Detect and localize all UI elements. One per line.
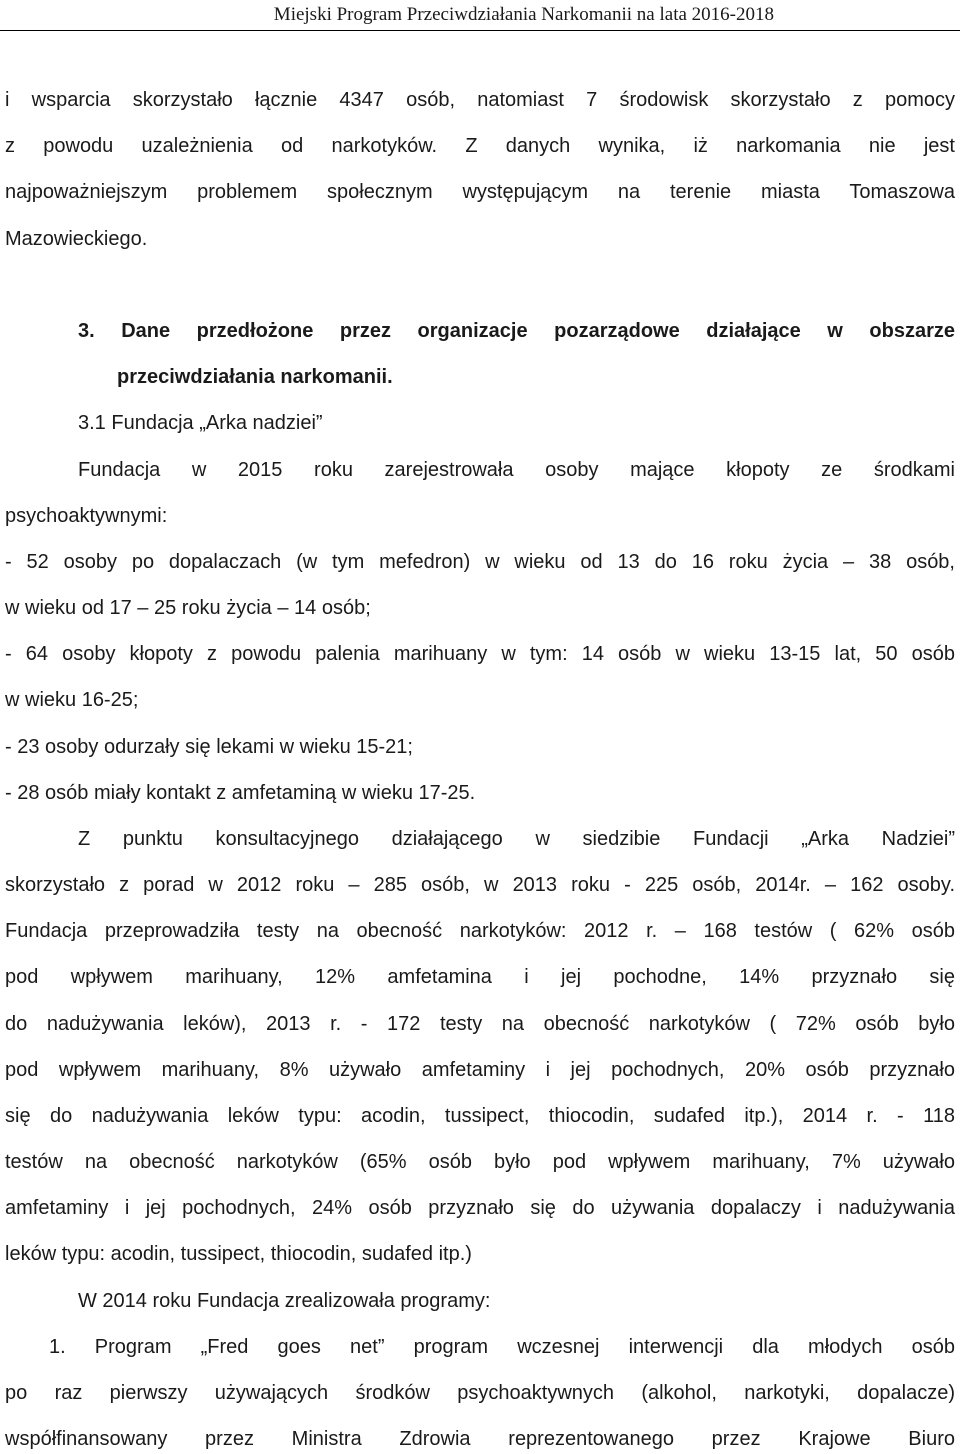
list-item: - 28 osób miały kontakt z amfetaminą w wieku 17-25.	[5, 782, 476, 804]
paragraph-line: psychoaktywnymi:	[5, 505, 168, 527]
paragraph-line: pod wpływem marihuany, 8% używało amfetaminy i jej pochodnych, 20% osób przyznało	[5, 1059, 955, 1081]
paragraph-line: W 2014 roku Fundacja zrealizowała programy:	[78, 1290, 491, 1312]
page-header-title: Miejski Program Przeciwdziałania Narkomanii na lata 2016-2018	[273, 4, 774, 25]
paragraph-line: się do nadużywania leków typu: acodin, tussipect, thiocodin, sudafed itp.), 2014 r. - 118	[5, 1105, 955, 1127]
list-item: - 64 osoby kłopoty z powodu palenia marihuany w tym: 14 osób w wieku 13-15 lat, 50 osób	[5, 643, 955, 665]
numbered-item: 1. Program „Fred goes net” program wczesnej interwencji dla młodych osób	[49, 1336, 955, 1358]
page-header	[0, 0, 960, 34]
paragraph-line: Mazowieckiego.	[5, 228, 148, 250]
paragraph-line: najpoważniejszym problemem społecznym występującym na terenie miasta Tomaszowa	[5, 181, 955, 203]
paragraph-line: po raz pierwszy używających środków psychoaktywnych (alkohol, narkotyki, dopalacze)	[5, 1382, 955, 1404]
paragraph-line: Fundacja w 2015 roku zarejestrowała osoby mające kłopoty ze środkami	[78, 459, 955, 481]
list-item: w wieku 16-25;	[5, 689, 139, 711]
header-divider	[0, 30, 960, 31]
paragraph-line: leków typu: acodin, tussipect, thiocodin, sudafed itp.)	[5, 1243, 472, 1265]
list-item: - 52 osoby po dopalaczach (w tym mefedron) w wieku od 13 do 16 roku życia – 38 osób,	[5, 551, 955, 573]
section-heading: 3. Dane przedłożone przez organizacje pozarządowe działające w obszarze	[78, 320, 955, 342]
paragraph-line: i wsparcia skorzystało łącznie 4347 osób, natomiast 7 środowisk skorzystało z pomocy	[5, 89, 955, 111]
paragraph-line: z powodu uzależnienia od narkotyków. Z danych wynika, iż narkomania nie jest	[5, 135, 955, 157]
subsection-heading: 3.1 Fundacja „Arka nadziei”	[78, 412, 323, 434]
list-item: - 23 osoby odurzały się lekami w wieku 15-21;	[5, 736, 413, 758]
paragraph-line: pod wpływem marihuany, 12% amfetamina i jej pochodne, 14% przyznało się	[5, 966, 955, 988]
paragraph-line: Fundacja przeprowadziła testy na obecność narkotyków: 2012 r. – 168 testów ( 62% osób	[5, 920, 955, 942]
paragraph-line: testów na obecność narkotyków (65% osób było pod wpływem marihuany, 7% używało	[5, 1151, 955, 1173]
section-heading: przeciwdziałania narkomanii.	[117, 366, 393, 388]
paragraph-line: do nadużywania leków), 2013 r. - 172 testy na obecność narkotyków ( 72% osób było	[5, 1013, 955, 1035]
paragraph-line: Z punktu konsultacyjnego działającego w siedzibie Fundacji „Arka Nadziei”	[78, 828, 955, 850]
paragraph-line: skorzystało z porad w 2012 roku – 285 osób, w 2013 roku - 225 osób, 2014r. – 162 osoby.	[5, 874, 955, 896]
paragraph-line: amfetaminy i jej pochodnych, 24% osób przyznało się do używania dopalaczy i nadużywania	[5, 1197, 955, 1219]
list-item: w wieku od 17 – 25 roku życia – 14 osób;	[5, 597, 371, 619]
paragraph-line: współfinansowany przez Ministra Zdrowia reprezentowanego przez Krajowe Biuro	[5, 1428, 955, 1450]
